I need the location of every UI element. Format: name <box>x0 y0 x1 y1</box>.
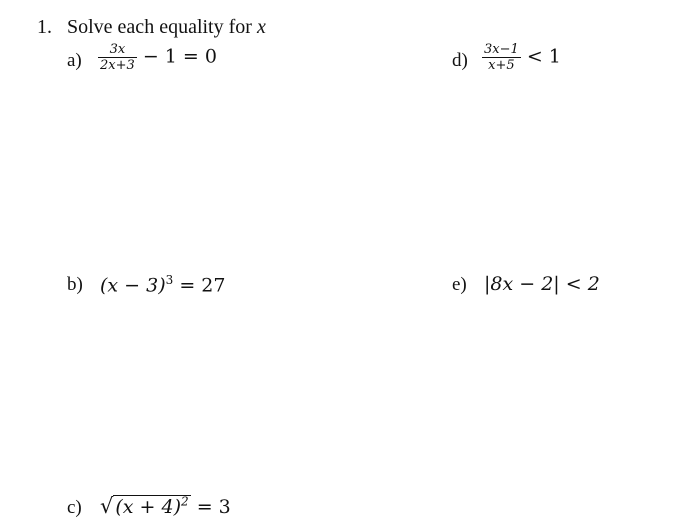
part-b-expr: (x − 3) <box>100 274 166 297</box>
radical-sign: √ <box>100 494 114 518</box>
part-d-label: d) <box>452 50 468 71</box>
part-b-rest: = 27 <box>173 274 226 297</box>
part-a-fraction <box>98 42 137 73</box>
part-d-fraction <box>482 42 521 73</box>
part-b-equation <box>100 273 225 296</box>
part-a-equation <box>98 42 217 73</box>
part-b-exponent: 3 <box>165 273 174 287</box>
question-prompt <box>67 16 266 39</box>
prompt-variable: x <box>256 16 266 38</box>
part-c-radicand <box>113 495 190 518</box>
part-a-denominator: 2x+3 <box>100 58 135 73</box>
part-e-label: e) <box>452 274 467 295</box>
question-number: 1. <box>37 16 52 38</box>
part-a-numerator: 3x <box>109 42 126 57</box>
part-a-label: a) <box>67 50 82 71</box>
part-c-radicand-text: (x + 4) <box>115 496 182 518</box>
part-c-radical <box>113 495 190 518</box>
part-d-denominator: x+5 <box>482 57 521 73</box>
part-c-exponent: 2 <box>181 494 189 509</box>
part-c-equation <box>100 494 231 518</box>
part-e-equation: |8x − 2| < 2 <box>484 273 600 295</box>
part-b-label: b) <box>67 274 83 295</box>
part-a-rest: − 1 = 0 <box>136 45 217 68</box>
part-d-numerator: 3x−1 <box>484 42 519 57</box>
part-d-rest: < 1 <box>520 45 561 68</box>
prompt-text: Solve each equality for <box>67 16 252 38</box>
part-c-label: c) <box>67 497 82 518</box>
part-c-rest: = 3 <box>190 496 231 518</box>
part-d-equation <box>482 42 561 73</box>
